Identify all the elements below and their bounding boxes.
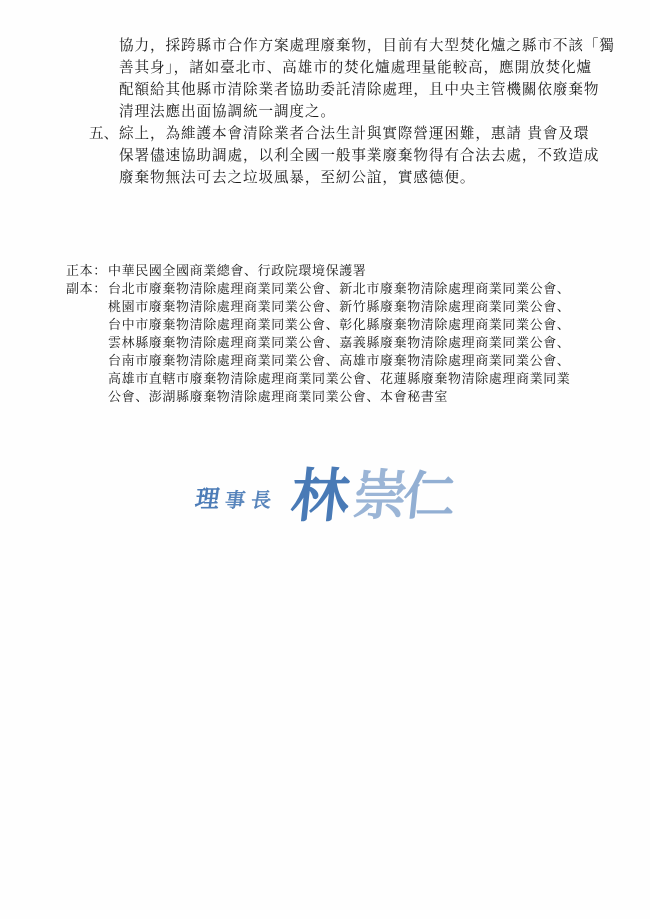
- copy-recipients-line: 公會、澎湖縣廢棄物清除處理商業同業公會、本會秘書室: [108, 390, 449, 405]
- svg-text:林: 林: [287, 461, 354, 530]
- svg-text:事: 事: [223, 488, 247, 512]
- copy-recipients-line: 高雄市直轄市廢棄物清除處理商業同業公會、花蓮縣廢棄物清除處理商業同業: [108, 372, 571, 387]
- svg-text:理: 理: [193, 484, 222, 513]
- copy-recipients-line: 台南市廢棄物清除處理商業同業公會、高雄市廢棄物清除處理商業同業公會、: [108, 354, 571, 369]
- paragraph-line: 善其身」，諸如臺北市、高雄市的焚化爐處理量能較高，應開放焚化爐: [119, 59, 593, 76]
- svg-text:崇: 崇: [350, 463, 411, 527]
- paragraph-line: 清理法應出面協調統一調度之。: [119, 103, 336, 120]
- copy-recipients-line: 台北市廢棄物清除處理商業同業公會、新北市廢棄物清除處理商業同業公會、: [108, 282, 571, 297]
- copy-recipients-line: 雲林縣廢棄物清除處理商業同業公會、嘉義縣廢棄物清除處理商業同業公會、: [108, 336, 571, 351]
- chairman-signature-stamp: [193, 452, 459, 532]
- copy-recipients-line: 台中市廢棄物清除處理商業同業公會、彰化縣廢棄物清除處理商業同業公會、: [108, 318, 571, 333]
- svg-text:仁: 仁: [400, 466, 459, 527]
- paragraph-line: 綜上，為維護本會清除業者合法生計與實際營運困難，惠請 貴會及環: [119, 125, 590, 142]
- paragraph-line: 協力，採跨縣市合作方案處理廢棄物，目前有大型焚化爐之縣市不該「獨: [119, 37, 615, 54]
- paragraph-line: 廢棄物無法可去之垃圾風暴，至紉公誼，實感德便。: [119, 169, 476, 186]
- original-recipients: 中華民國全國商業總會、行政院環境保護署: [108, 264, 367, 279]
- original-recipients-label: 正本：: [66, 264, 107, 279]
- copy-recipients-label: 副本：: [66, 282, 107, 297]
- svg-text:長: 長: [249, 488, 273, 512]
- paragraph-line: 保署儘速協助調處，以利全國一般事業廢棄物得有合法去處，不致造成: [119, 147, 600, 164]
- item-number: 五、: [89, 125, 119, 142]
- copy-recipients-line: 桃園市廢棄物清除處理商業同業公會、新竹縣廢棄物清除處理商業同業公會、: [108, 300, 571, 315]
- paragraph-line: 配額給其他縣市清除業者協助委託清除處理，且中央主管機關依廢棄物: [119, 81, 600, 98]
